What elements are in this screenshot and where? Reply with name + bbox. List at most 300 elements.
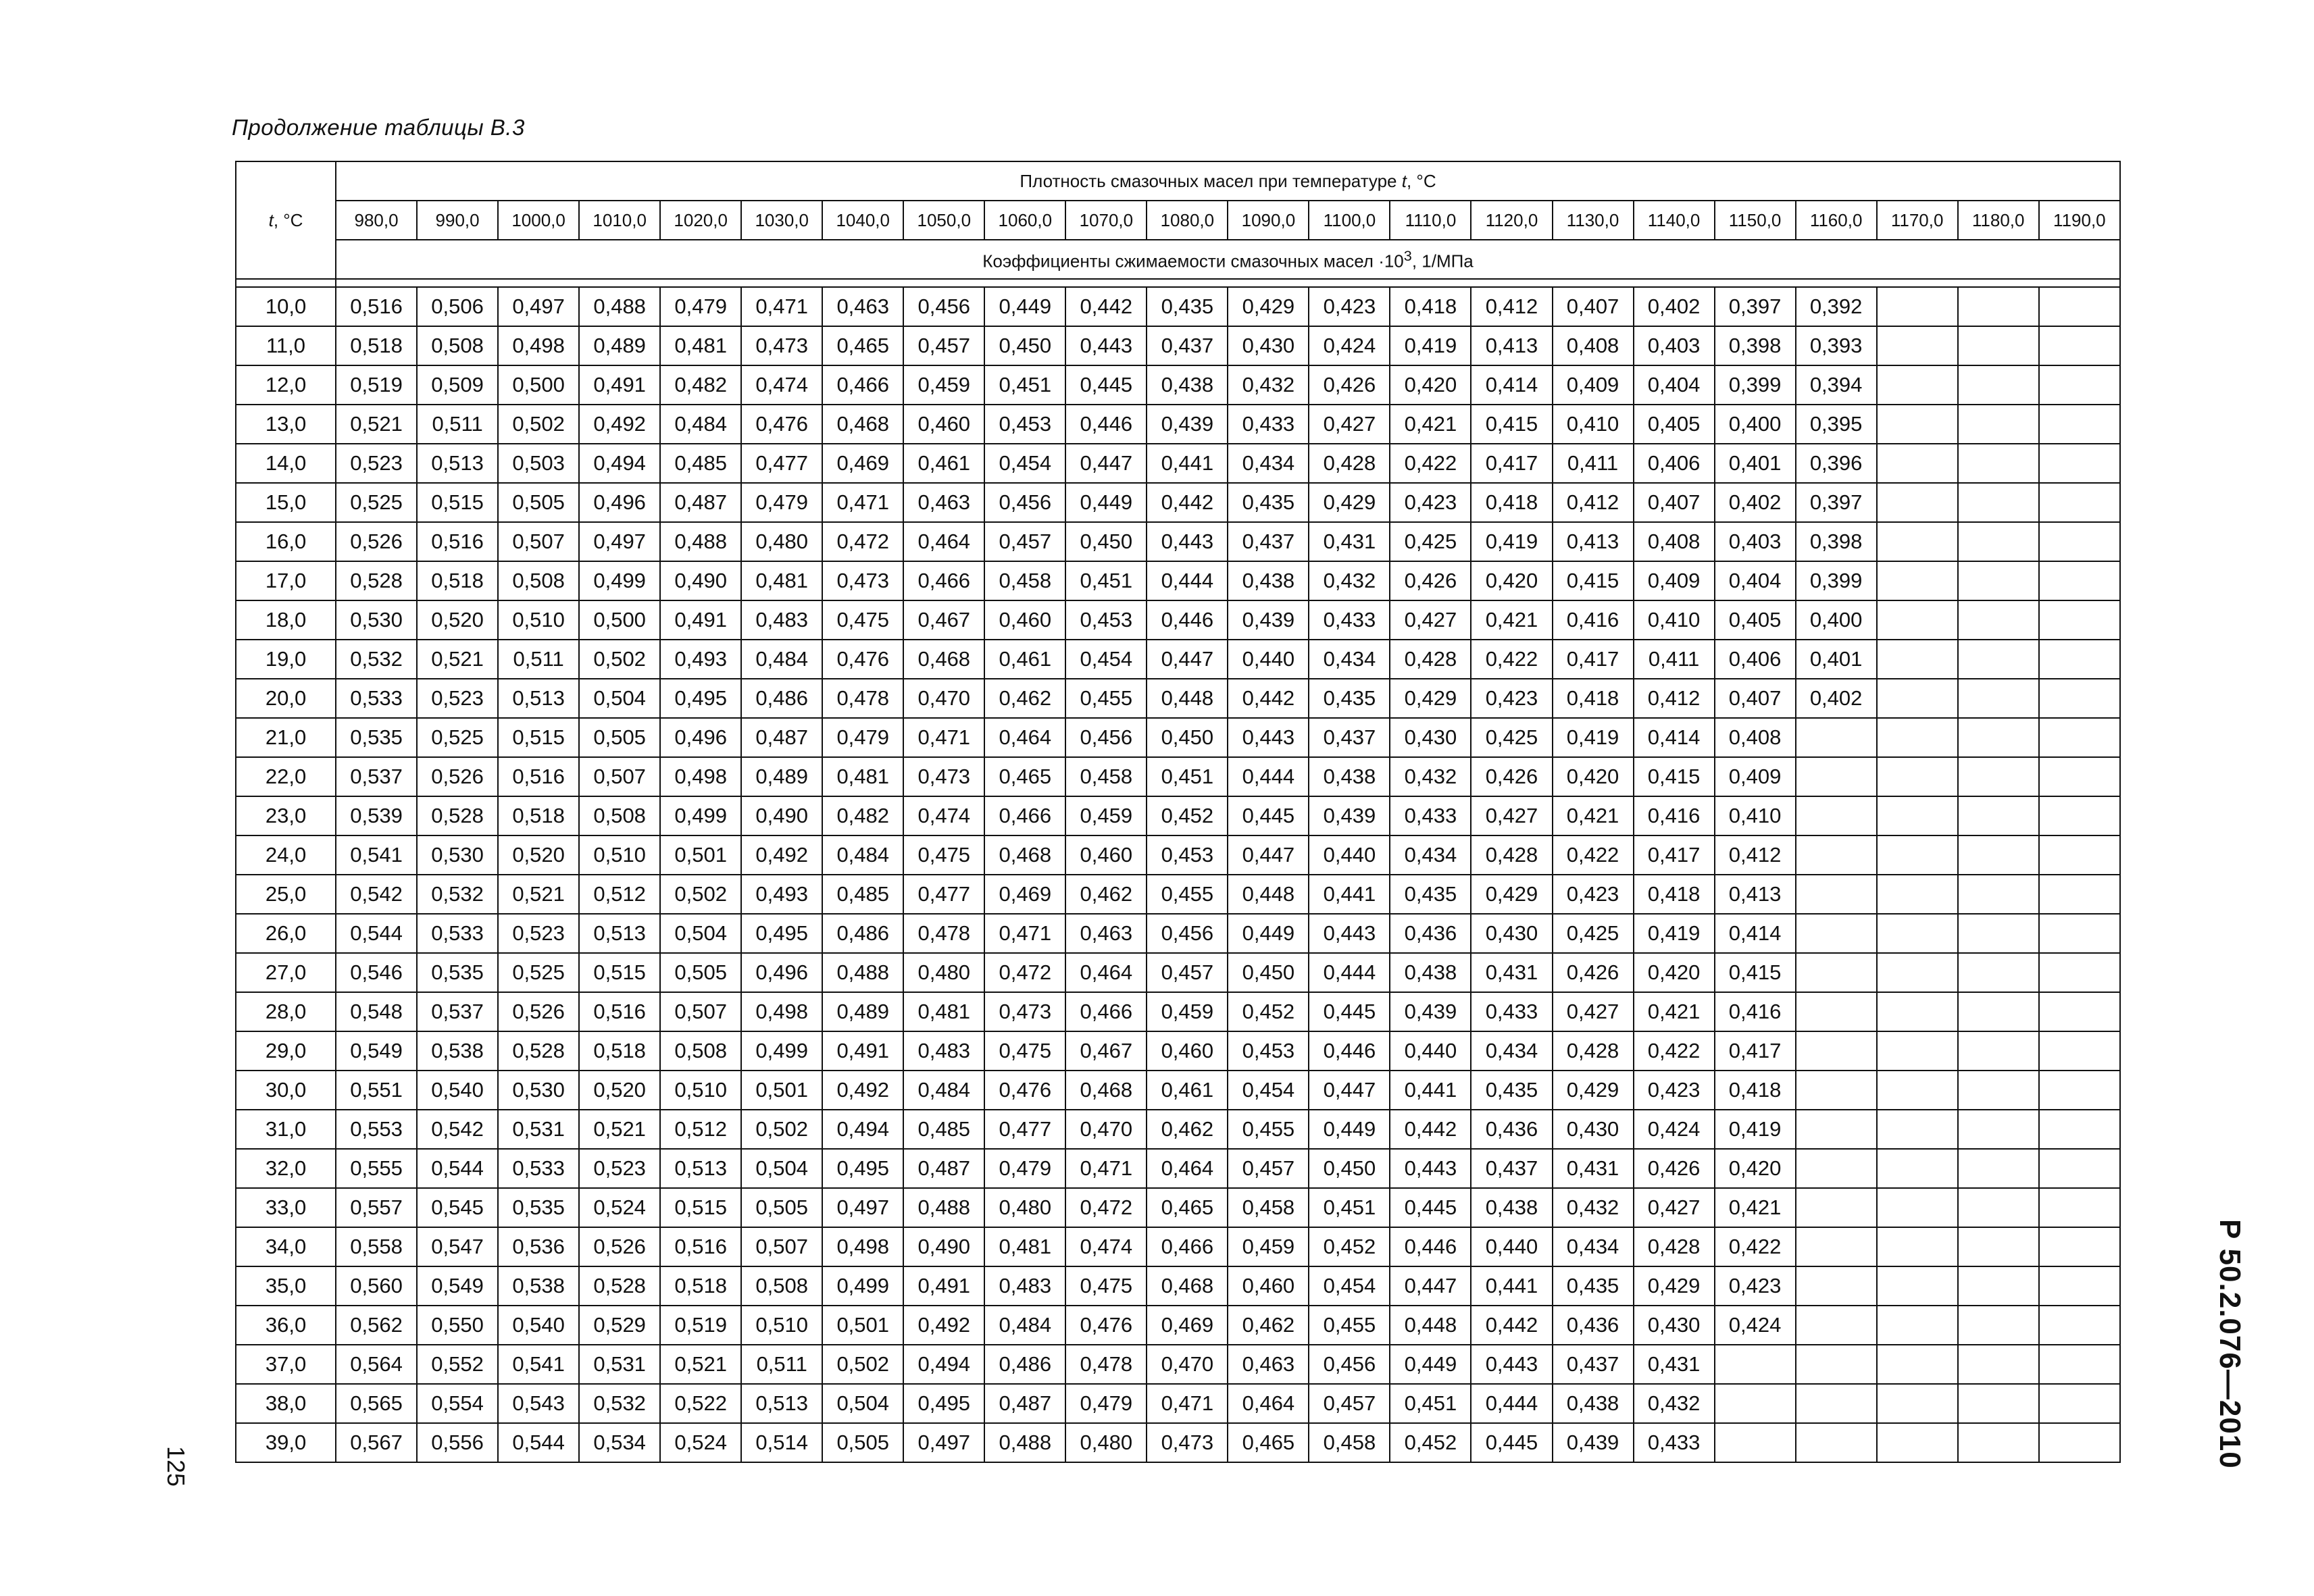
empty-cell — [1958, 679, 2039, 718]
coefficient-cell: 0,489 — [822, 992, 903, 1031]
coefficient-cell: 0,523 — [498, 914, 579, 953]
table-row — [236, 992, 2120, 1031]
coefficient-cell: 0,495 — [660, 679, 741, 718]
coefficient-cell: 0,541 — [498, 1345, 579, 1384]
coefficient-cell: 0,418 — [1471, 483, 1552, 522]
empty-cell — [1958, 796, 2039, 835]
coefficient-cell: 0,531 — [498, 1110, 579, 1149]
coefficient-cell: 0,453 — [1147, 835, 1228, 875]
coefficient-cell: 0,439 — [1309, 796, 1390, 835]
coefficient-cell: 0,451 — [1309, 1188, 1390, 1227]
empty-cell — [2039, 600, 2120, 640]
coefficient-cell: 0,549 — [336, 1031, 417, 1071]
density-header-cell: 1010,0 — [579, 201, 660, 240]
coefficient-cell: 0,552 — [417, 1345, 498, 1384]
coefficient-cell: 0,488 — [903, 1188, 984, 1227]
coefficient-cell: 0,505 — [741, 1188, 822, 1227]
coefficient-cell: 0,456 — [1309, 1345, 1390, 1384]
empty-cell — [1877, 992, 1958, 1031]
density-title-unit: , °С — [1406, 170, 1436, 191]
coefficient-cell: 0,496 — [660, 718, 741, 757]
table-row — [236, 1384, 2120, 1423]
empty-cell — [1958, 875, 2039, 914]
coefficient-cell: 0,435 — [1228, 483, 1309, 522]
temperature-cell: 26,0 — [236, 914, 336, 953]
coefficient-cell: 0,430 — [1390, 718, 1471, 757]
coefficient-cell: 0,529 — [579, 1306, 660, 1345]
coefficient-cell: 0,477 — [984, 1110, 1065, 1149]
coefficient-cell: 0,476 — [984, 1071, 1065, 1110]
coefficient-cell: 0,461 — [903, 444, 984, 483]
temperature-cell: 15,0 — [236, 483, 336, 522]
density-header-cell: 1090,0 — [1228, 201, 1309, 240]
coefficient-cell: 0,466 — [1065, 992, 1147, 1031]
coefficient-cell: 0,430 — [1228, 326, 1309, 365]
empty-cell — [1877, 600, 1958, 640]
empty-cell — [1958, 1071, 2039, 1110]
coefficient-cell: 0,544 — [417, 1149, 498, 1188]
table-row — [236, 600, 2120, 640]
coefficient-cell: 0,433 — [1390, 796, 1471, 835]
coefficient-cell: 0,549 — [417, 1266, 498, 1306]
coefficient-cell: 0,478 — [822, 679, 903, 718]
empty-cell — [1877, 365, 1958, 405]
coefficient-cell: 0,440 — [1471, 1227, 1552, 1266]
empty-cell — [1796, 835, 1877, 875]
coefficient-cell: 0,473 — [822, 561, 903, 600]
coefficient-cell: 0,480 — [1065, 1423, 1147, 1462]
coefficient-cell: 0,487 — [741, 718, 822, 757]
coefficient-cell: 0,486 — [741, 679, 822, 718]
coefficient-cell: 0,491 — [660, 600, 741, 640]
coefficient-cell: 0,512 — [660, 1110, 741, 1149]
coefficient-cell: 0,437 — [1471, 1149, 1552, 1188]
coefficient-cell: 0,502 — [660, 875, 741, 914]
coefficient-cell: 0,408 — [1553, 326, 1634, 365]
coefficient-cell: 0,449 — [1228, 914, 1309, 953]
coefficient-cell: 0,426 — [1634, 1149, 1715, 1188]
coefficient-cell: 0,537 — [336, 757, 417, 796]
coefficient-cell: 0,528 — [417, 796, 498, 835]
coefficient-cell: 0,415 — [1715, 953, 1796, 992]
table-row — [236, 1306, 2120, 1345]
coefficient-cell: 0,505 — [822, 1423, 903, 1462]
coefficient-cell: 0,507 — [498, 522, 579, 561]
coefficient-cell: 0,502 — [741, 1110, 822, 1149]
coefficient-cell: 0,515 — [498, 718, 579, 757]
coefficient-cell: 0,511 — [498, 640, 579, 679]
coefficient-cell: 0,402 — [1634, 287, 1715, 326]
coefficient-cell: 0,499 — [579, 561, 660, 600]
coefficient-cell: 0,422 — [1553, 835, 1634, 875]
coefficient-cell: 0,450 — [984, 326, 1065, 365]
coefficient-cell: 0,433 — [1471, 992, 1552, 1031]
coefficient-cell: 0,487 — [903, 1149, 984, 1188]
coefficient-cell: 0,474 — [741, 365, 822, 405]
coefficient-cell: 0,457 — [1228, 1149, 1309, 1188]
coefficient-cell: 0,449 — [1390, 1345, 1471, 1384]
coefficient-cell: 0,430 — [1634, 1306, 1715, 1345]
temperature-cell: 16,0 — [236, 522, 336, 561]
coefficient-cell: 0,554 — [417, 1384, 498, 1423]
coefficient-cell: 0,417 — [1715, 1031, 1796, 1071]
density-header-cell: 1130,0 — [1553, 201, 1634, 240]
coefficient-cell: 0,446 — [1065, 405, 1147, 444]
coefficient-cell: 0,479 — [660, 287, 741, 326]
coefficient-cell: 0,509 — [417, 365, 498, 405]
coefficient-cell: 0,436 — [1553, 1306, 1634, 1345]
coefficient-cell: 0,423 — [1471, 679, 1552, 718]
coefficient-cell: 0,476 — [1065, 1306, 1147, 1345]
coefficient-cell: 0,518 — [336, 326, 417, 365]
coefficient-cell: 0,406 — [1634, 444, 1715, 483]
coefficient-cell: 0,490 — [660, 561, 741, 600]
coefficient-cell: 0,499 — [660, 796, 741, 835]
compressibility-table — [235, 161, 2121, 1463]
empty-cell — [1796, 1031, 1877, 1071]
coefficient-cell: 0,433 — [1228, 405, 1309, 444]
coefficient-cell: 0,450 — [1065, 522, 1147, 561]
coefficient-cell: 0,440 — [1390, 1031, 1471, 1071]
coefficient-cell: 0,533 — [417, 914, 498, 953]
empty-cell — [1796, 757, 1877, 796]
coefficient-cell: 0,467 — [903, 600, 984, 640]
table-row — [236, 522, 2120, 561]
table-row — [236, 1031, 2120, 1071]
coefficient-cell: 0,524 — [579, 1188, 660, 1227]
empty-cell — [1715, 1345, 1796, 1384]
density-header-cell: 1000,0 — [498, 201, 579, 240]
empty-cell — [2039, 835, 2120, 875]
coefficient-cell: 0,473 — [1147, 1423, 1228, 1462]
table-row — [236, 640, 2120, 679]
empty-cell — [1796, 1110, 1877, 1149]
coefficient-cell: 0,449 — [1065, 483, 1147, 522]
coefficient-cell: 0,472 — [984, 953, 1065, 992]
coefficient-cell: 0,488 — [579, 287, 660, 326]
temperature-cell: 35,0 — [236, 1266, 336, 1306]
empty-cell — [1877, 914, 1958, 953]
coefficient-cell: 0,450 — [1147, 718, 1228, 757]
coefficient-cell: 0,424 — [1634, 1110, 1715, 1149]
coefficient-cell: 0,479 — [984, 1149, 1065, 1188]
coefficient-title-text: Коэффициенты сжимаемости смазочных масел ·10 — [982, 251, 1404, 272]
coefficient-cell: 0,422 — [1390, 444, 1471, 483]
coefficient-cell: 0,508 — [579, 796, 660, 835]
coefficient-cell: 0,452 — [1228, 992, 1309, 1031]
empty-cell — [1715, 1384, 1796, 1423]
coefficient-cell: 0,403 — [1715, 522, 1796, 561]
coefficient-cell: 0,483 — [984, 1266, 1065, 1306]
coefficient-cell: 0,442 — [1471, 1306, 1552, 1345]
coefficient-cell: 0,394 — [1796, 365, 1877, 405]
empty-cell — [1796, 1071, 1877, 1110]
coefficient-cell: 0,521 — [660, 1345, 741, 1384]
coefficient-cell: 0,446 — [1390, 1227, 1471, 1266]
coefficient-cell: 0,531 — [579, 1345, 660, 1384]
coefficient-cell: 0,496 — [579, 483, 660, 522]
coefficient-cell: 0,540 — [498, 1306, 579, 1345]
coefficient-cell: 0,451 — [1390, 1384, 1471, 1423]
coefficient-cell: 0,522 — [660, 1384, 741, 1423]
coefficient-cell: 0,516 — [498, 757, 579, 796]
coefficient-cell: 0,419 — [1634, 914, 1715, 953]
coefficient-cell: 0,497 — [822, 1188, 903, 1227]
coefficient-cell: 0,484 — [822, 835, 903, 875]
coefficient-cell: 0,454 — [1228, 1071, 1309, 1110]
temperature-cell: 34,0 — [236, 1227, 336, 1266]
empty-cell — [2039, 1423, 2120, 1462]
coefficient-cell: 0,523 — [579, 1149, 660, 1188]
coefficient-cell: 0,446 — [1147, 600, 1228, 640]
coefficient-cell: 0,418 — [1634, 875, 1715, 914]
coefficient-cell: 0,560 — [336, 1266, 417, 1306]
empty-cell — [2039, 1384, 2120, 1423]
empty-cell — [1958, 718, 2039, 757]
coefficient-cell: 0,471 — [984, 914, 1065, 953]
empty-cell — [2039, 992, 2120, 1031]
coefficient-cell: 0,528 — [498, 1031, 579, 1071]
coefficient-cell: 0,498 — [498, 326, 579, 365]
coefficient-cell: 0,423 — [1634, 1071, 1715, 1110]
coefficient-cell: 0,513 — [660, 1149, 741, 1188]
coefficient-cell: 0,436 — [1471, 1110, 1552, 1149]
empty-cell — [1877, 561, 1958, 600]
empty-cell — [1796, 1423, 1877, 1462]
coefficient-cell: 0,495 — [903, 1384, 984, 1423]
coefficient-cell: 0,463 — [903, 483, 984, 522]
coefficient-cell: 0,513 — [417, 444, 498, 483]
temperature-cell: 12,0 — [236, 365, 336, 405]
coefficient-cell: 0,455 — [1228, 1110, 1309, 1149]
temperature-cell: 31,0 — [236, 1110, 336, 1149]
coefficient-cell: 0,428 — [1390, 640, 1471, 679]
coefficient-cell: 0,409 — [1715, 757, 1796, 796]
coefficient-cell: 0,412 — [1471, 287, 1552, 326]
coefficient-cell: 0,481 — [741, 561, 822, 600]
coefficient-cell: 0,473 — [903, 757, 984, 796]
coefficient-cell: 0,501 — [822, 1306, 903, 1345]
coefficient-cell: 0,438 — [1471, 1188, 1552, 1227]
empty-cell — [1958, 1031, 2039, 1071]
empty-cell — [1796, 992, 1877, 1031]
coefficient-cell: 0,478 — [903, 914, 984, 953]
coefficient-cell: 0,494 — [822, 1110, 903, 1149]
empty-cell — [1958, 640, 2039, 679]
coefficient-cell: 0,545 — [417, 1188, 498, 1227]
empty-cell — [1877, 1227, 1958, 1266]
coefficient-cell: 0,479 — [822, 718, 903, 757]
table-row — [236, 287, 2120, 326]
coefficient-cell: 0,472 — [822, 522, 903, 561]
coefficient-cell: 0,392 — [1796, 287, 1877, 326]
coefficient-cell: 0,484 — [903, 1071, 984, 1110]
coefficient-cell: 0,536 — [498, 1227, 579, 1266]
coefficient-cell: 0,518 — [417, 561, 498, 600]
coefficient-cell: 0,425 — [1553, 914, 1634, 953]
coefficient-cell: 0,438 — [1553, 1384, 1634, 1423]
coefficient-cell: 0,520 — [498, 835, 579, 875]
coefficient-cell: 0,557 — [336, 1188, 417, 1227]
coefficient-cell: 0,504 — [822, 1384, 903, 1423]
empty-cell — [2039, 875, 2120, 914]
coefficient-cell: 0,410 — [1715, 796, 1796, 835]
empty-cell — [1958, 365, 2039, 405]
empty-cell — [1958, 561, 2039, 600]
coefficient-cell: 0,473 — [741, 326, 822, 365]
coefficient-cell: 0,538 — [417, 1031, 498, 1071]
empty-cell — [1877, 1071, 1958, 1110]
coefficient-cell: 0,488 — [822, 953, 903, 992]
coefficient-cell: 0,558 — [336, 1227, 417, 1266]
coefficient-cell: 0,535 — [336, 718, 417, 757]
coefficient-cell: 0,501 — [660, 835, 741, 875]
empty-cell — [1877, 1188, 1958, 1227]
empty-cell — [1877, 287, 1958, 326]
coefficient-cell: 0,454 — [984, 444, 1065, 483]
table-row — [236, 365, 2120, 405]
coefficient-cell: 0,562 — [336, 1306, 417, 1345]
coefficient-cell: 0,466 — [1147, 1227, 1228, 1266]
coefficient-cell: 0,526 — [336, 522, 417, 561]
coefficient-cell: 0,437 — [1309, 718, 1390, 757]
coefficient-cell: 0,445 — [1309, 992, 1390, 1031]
coefficient-cell: 0,486 — [822, 914, 903, 953]
empty-cell — [1958, 444, 2039, 483]
empty-cell — [1796, 1384, 1877, 1423]
empty-cell — [1877, 1423, 1958, 1462]
coefficient-cell: 0,437 — [1147, 326, 1228, 365]
coefficient-cell: 0,544 — [336, 914, 417, 953]
coefficient-cell: 0,504 — [579, 679, 660, 718]
coefficient-cell: 0,434 — [1553, 1227, 1634, 1266]
t-unit: , °С — [273, 209, 303, 230]
table-header — [236, 161, 2120, 287]
coefficient-cell: 0,408 — [1634, 522, 1715, 561]
spacer-cell — [236, 279, 336, 287]
coefficient-cell: 0,428 — [1309, 444, 1390, 483]
empty-cell — [1877, 1345, 1958, 1384]
coefficient-cell: 0,459 — [1065, 796, 1147, 835]
coefficient-cell: 0,435 — [1147, 287, 1228, 326]
empty-cell — [1877, 953, 1958, 992]
table-row — [236, 1110, 2120, 1149]
density-header-cell: 1100,0 — [1309, 201, 1390, 240]
coefficient-cell: 0,524 — [660, 1423, 741, 1462]
coefficient-cell: 0,456 — [1147, 914, 1228, 953]
coefficient-cell: 0,413 — [1471, 326, 1552, 365]
coefficient-cell: 0,468 — [1147, 1266, 1228, 1306]
coefficient-cell: 0,540 — [417, 1071, 498, 1110]
coefficient-cell: 0,423 — [1309, 287, 1390, 326]
coefficient-cell: 0,433 — [1634, 1423, 1715, 1462]
coefficient-cell: 0,515 — [417, 483, 498, 522]
coefficient-cell: 0,449 — [984, 287, 1065, 326]
coefficient-cell: 0,475 — [984, 1031, 1065, 1071]
coefficient-cell: 0,413 — [1715, 875, 1796, 914]
coefficient-cell: 0,458 — [984, 561, 1065, 600]
coefficient-cell: 0,395 — [1796, 405, 1877, 444]
coefficient-cell: 0,525 — [336, 483, 417, 522]
coefficient-cell: 0,538 — [498, 1266, 579, 1306]
coefficient-cell: 0,507 — [579, 757, 660, 796]
coefficient-cell: 0,429 — [1634, 1266, 1715, 1306]
coefficient-cell: 0,510 — [498, 600, 579, 640]
density-header-cell: 1070,0 — [1065, 201, 1147, 240]
coefficient-cell: 0,446 — [1309, 1031, 1390, 1071]
coefficient-cell: 0,443 — [1065, 326, 1147, 365]
coefficient-cell: 0,457 — [1147, 953, 1228, 992]
density-header-cell: 1060,0 — [984, 201, 1065, 240]
coefficient-cell: 0,412 — [1634, 679, 1715, 718]
coefficient-cell: 0,443 — [1390, 1149, 1471, 1188]
t-column-header — [236, 161, 336, 279]
coefficient-cell: 0,409 — [1634, 561, 1715, 600]
table-caption: Продолжение таблицы В.3 — [232, 115, 525, 140]
coefficient-cell: 0,490 — [741, 796, 822, 835]
coefficient-cell: 0,421 — [1553, 796, 1634, 835]
coefficient-cell: 0,452 — [1309, 1227, 1390, 1266]
density-header-cell: 1170,0 — [1877, 201, 1958, 240]
density-header-cell: 1040,0 — [822, 201, 903, 240]
coefficient-cell: 0,511 — [417, 405, 498, 444]
empty-cell — [2039, 1188, 2120, 1227]
coefficient-cell: 0,480 — [741, 522, 822, 561]
coefficient-cell: 0,526 — [417, 757, 498, 796]
coefficient-cell: 0,544 — [498, 1423, 579, 1462]
coefficient-cell: 0,547 — [417, 1227, 498, 1266]
empty-cell — [1796, 796, 1877, 835]
coefficient-cell: 0,511 — [741, 1345, 822, 1384]
coefficient-cell: 0,465 — [1147, 1188, 1228, 1227]
coefficient-cell: 0,431 — [1471, 953, 1552, 992]
coefficient-cell: 0,430 — [1553, 1110, 1634, 1149]
coefficient-cell: 0,417 — [1471, 444, 1552, 483]
coefficient-title-header — [336, 240, 2120, 279]
coefficient-cell: 0,475 — [903, 835, 984, 875]
coefficient-cell: 0,466 — [903, 561, 984, 600]
temperature-cell: 30,0 — [236, 1071, 336, 1110]
table-row — [236, 718, 2120, 757]
coefficient-cell: 0,416 — [1553, 600, 1634, 640]
empty-cell — [1877, 1110, 1958, 1149]
empty-cell — [1796, 953, 1877, 992]
coefficient-cell: 0,430 — [1471, 914, 1552, 953]
coefficient-cell: 0,402 — [1796, 679, 1877, 718]
coefficient-cell: 0,485 — [903, 1110, 984, 1149]
empty-cell — [1877, 1266, 1958, 1306]
temperature-cell: 10,0 — [236, 287, 336, 326]
coefficient-cell: 0,402 — [1715, 483, 1796, 522]
empty-cell — [1958, 953, 2039, 992]
coefficient-cell: 0,432 — [1309, 561, 1390, 600]
coefficient-cell: 0,455 — [1147, 875, 1228, 914]
coefficient-cell: 0,503 — [498, 444, 579, 483]
coefficient-cell: 0,462 — [984, 679, 1065, 718]
temperature-cell: 33,0 — [236, 1188, 336, 1227]
coefficient-cell: 0,496 — [741, 953, 822, 992]
coefficient-cell: 0,532 — [579, 1384, 660, 1423]
coefficient-cell: 0,398 — [1796, 522, 1877, 561]
temperature-cell: 24,0 — [236, 835, 336, 875]
coefficient-cell: 0,471 — [822, 483, 903, 522]
coefficient-cell: 0,422 — [1634, 1031, 1715, 1071]
coefficient-cell: 0,492 — [579, 405, 660, 444]
temperature-cell: 25,0 — [236, 875, 336, 914]
coefficient-cell: 0,520 — [417, 600, 498, 640]
coefficient-cell: 0,445 — [1390, 1188, 1471, 1227]
coefficient-cell: 0,523 — [417, 679, 498, 718]
